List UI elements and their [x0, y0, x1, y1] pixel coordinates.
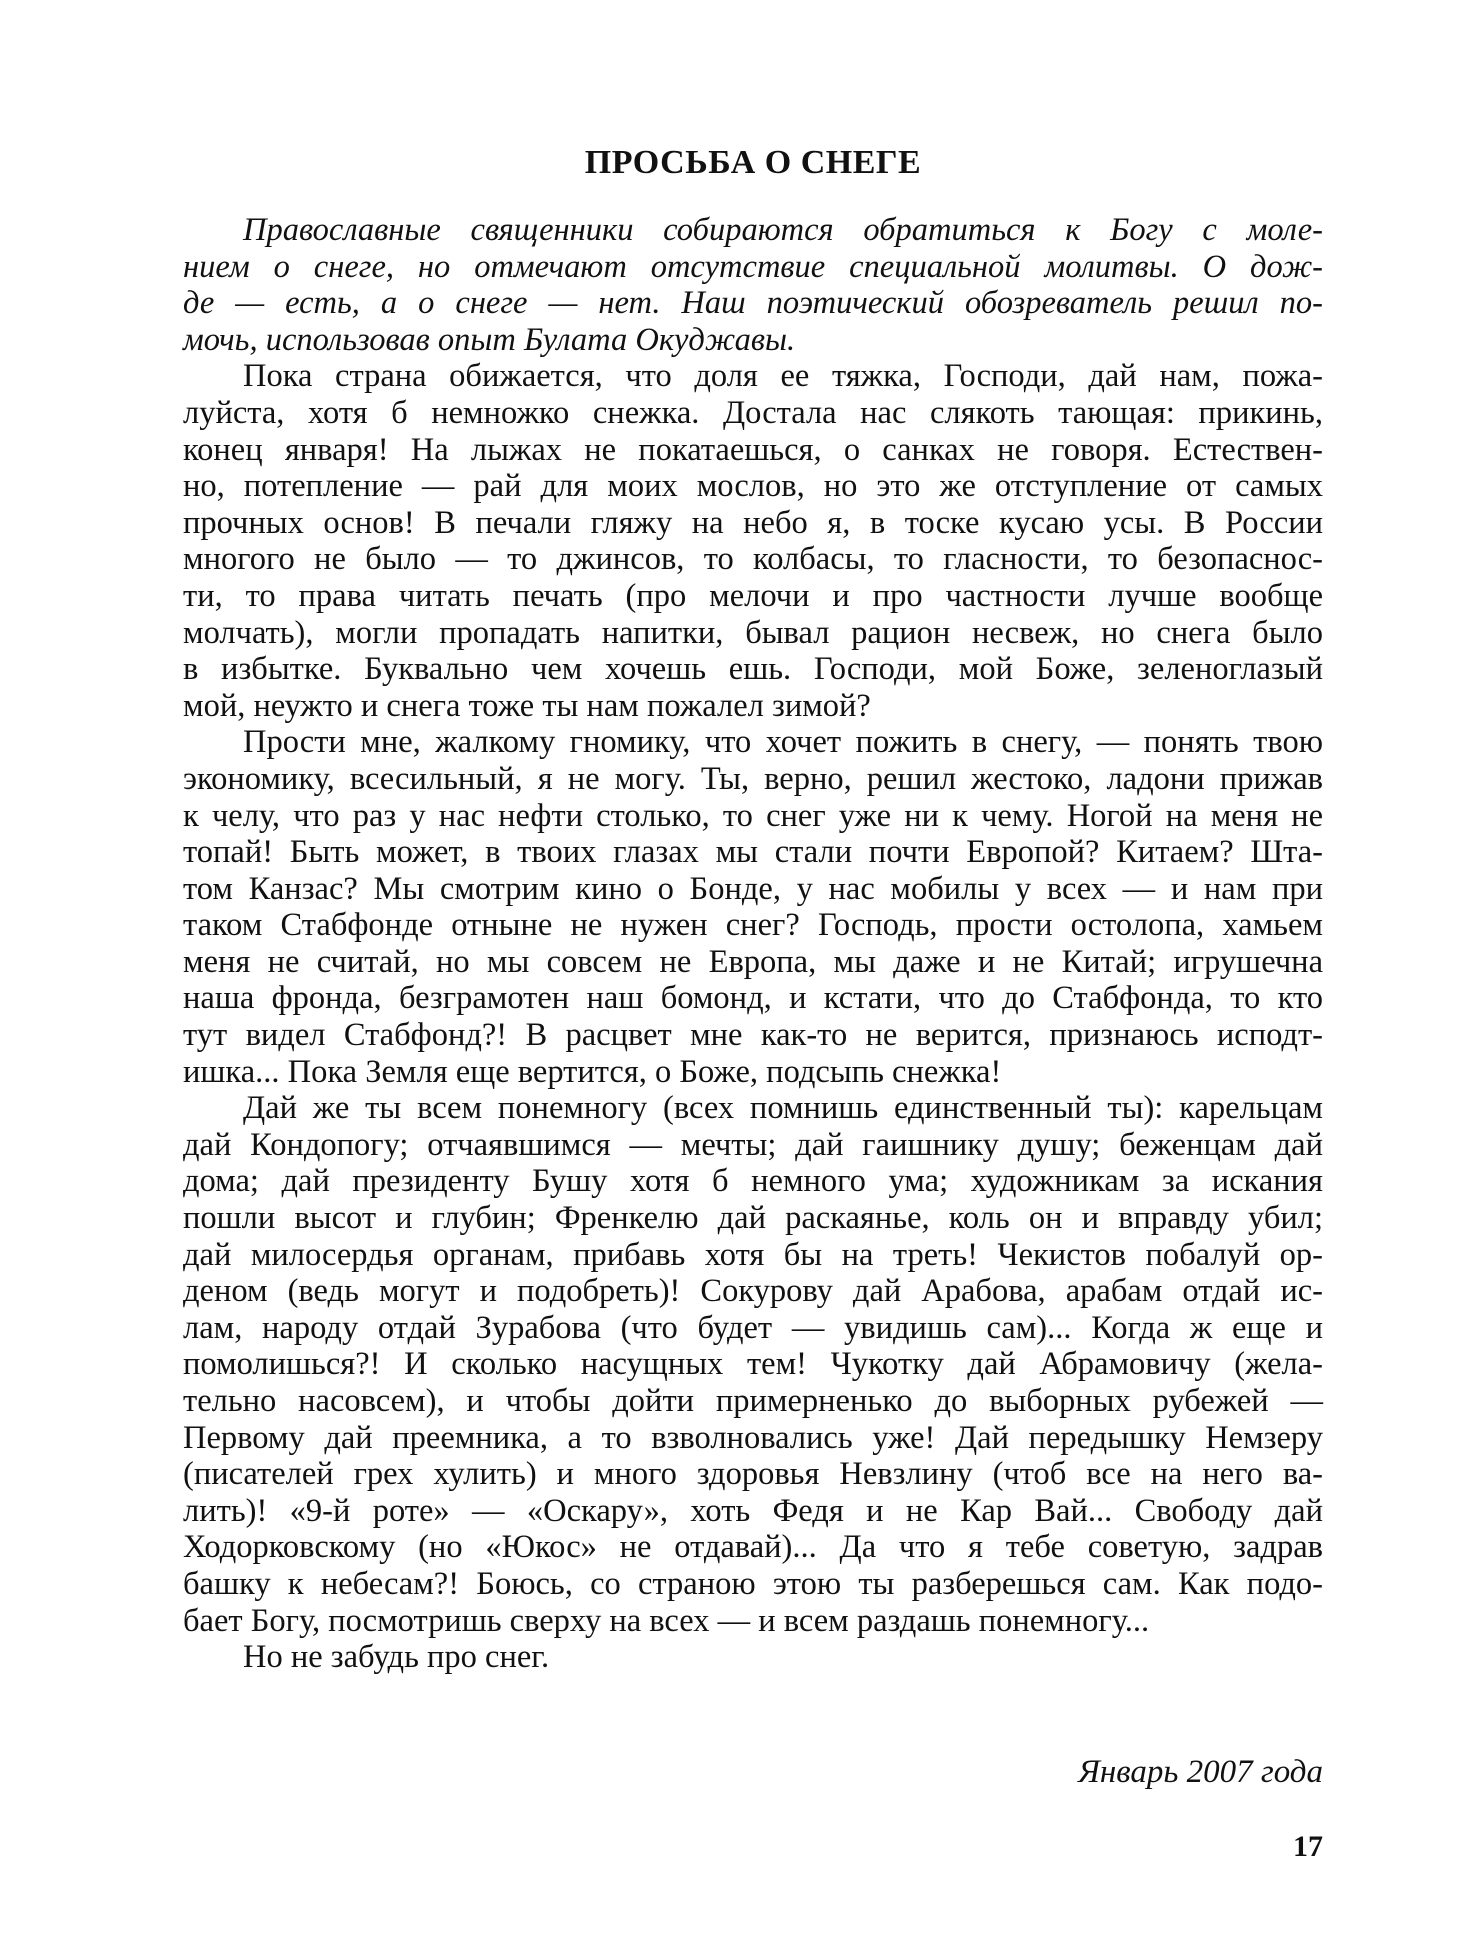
text-line: пошли высот и глубин; Френкелю дай раскаянье, коль он и вправду убил; [183, 1200, 1323, 1237]
text-line: Ходорковскому (но «Юкос» не отдавай)... Да что я тебе советую, задрав [183, 1529, 1323, 1566]
text-line: (писателей грех хулить) и много здоровья Невзлину (чтоб все на него ва- [183, 1456, 1323, 1493]
text-line: наша фронда, безграмотен наш бомонд, и кстати, что до Стабфонда, то кто [183, 980, 1323, 1017]
text-line: Но не забудь про снег. [243, 1639, 550, 1676]
text-line: тельно насовсем), и чтобы дойти примерненько до выборных рубежей — [183, 1383, 1323, 1419]
text-line: топай! Быть может, в твоих глазах мы стали почти Европой? Китаем? Шта- [183, 834, 1323, 871]
text-line: но, потепление — рай для моих мослов, но это же отступление от самых [183, 468, 1323, 505]
text-line: Прости мне, жалкому гномику, что хочет пожить в снегу, — понять твою [243, 724, 1323, 761]
paragraph-2 [183, 724, 1323, 1090]
text-line: прочных основ! В печали гляжу на небо я, в тоске кусаю усы. В России [183, 504, 1323, 541]
text-line: Православные священники собираются обратиться к Богу с моле- [243, 212, 1323, 248]
text-line: экономику, всесильный, я не могу. Ты, верно, решил жестоко, ладони прижав [183, 760, 1323, 797]
paragraph-1 [183, 358, 1323, 724]
paragraph-3 [183, 1090, 1323, 1639]
text-line: в избытке. Буквально чем хочешь ешь. Господи, мой Боже, зеленоглазый [183, 651, 1323, 688]
text-line: помолишься?! И сколько насущных тем! Чукотку дай Абрамовичу (жела- [183, 1346, 1323, 1383]
text-line: лам, народу отдай Зурабова (что будет — увидишь сам)... Когда ж еще и [183, 1309, 1323, 1346]
text-line: меня не считай, но мы совсем не Европа, мы даже и не Китай; игрушечна [183, 943, 1323, 980]
text-line: деном (ведь могут и подобреть)! Сокурову дай Арабова, арабам отдай ис- [183, 1273, 1323, 1310]
intro-paragraph [183, 212, 1323, 358]
text-line: том Канзас? Мы смотрим кино о Бонде, у нас мобилы у всех — и нам при [183, 870, 1323, 907]
text-line: ти, то права читать печать (про мелочи и про частности лучше вообще [183, 577, 1323, 614]
text-line: дай Кондопогу; отчаявшимся — мечты; дай гаишнику душу; беженцам дай [183, 1126, 1323, 1163]
text-line: де — есть, а о снеге — нет. Наш поэтический обозреватель решил по- [183, 285, 1323, 322]
text-line: Первому дай преемника, а то взволновались уже! Дай передышку Немзеру [183, 1419, 1323, 1456]
text-line: нием о снеге, но отмечают отсутствие специальной молитвы. О дож- [183, 248, 1323, 285]
text-line: дома; дай президенту Бушу хотя б немного ума; художникам за искания [183, 1163, 1323, 1200]
text-line: Дай же ты всем понемногу (всех помнишь единственный ты): карельцам [243, 1090, 1323, 1127]
text-line: мочь, использовав опыт Булата Окуджавы. [183, 321, 796, 358]
document-page [183, 0, 1323, 1940]
text-line: молчать), могли пропадать напитки, бывал рацион несвеж, но снега было [183, 614, 1323, 651]
date-signature: Январь 2007 года [1078, 1754, 1323, 1790]
text-line: башку к небесам?! Боюсь, со страною этою ты разберешься сам. Как подо- [183, 1565, 1323, 1602]
article-body [183, 212, 1323, 1676]
text-line: к челу, что раз у нас нефти столько, то снег уже ни к чему. Ногой на меня не [183, 797, 1323, 834]
text-line: дай милосердья органам, прибавь хотя бы на треть! Чекистов побалуй ор- [183, 1236, 1323, 1273]
text-line: ишка... Пока Земля еще вертится, о Боже, подсыпь снежка! [183, 1053, 1002, 1090]
text-line: мой, неужто и снега тоже ты нам пожалел зимой? [183, 687, 871, 724]
text-line: многого не было — то джинсов, то колбасы, то гласности, то безопаснос- [183, 541, 1323, 578]
text-line: таком Стабфонде отныне не нужен снег? Господь, прости остолопа, хамьем [183, 907, 1323, 944]
text-line: конец января! На лыжах не покатаешься, о санках не говоря. Естествен- [183, 431, 1323, 468]
page-number: 17 [1293, 1830, 1323, 1863]
text-line: лить)! «9-й роте» — «Оскару», хоть Федя и не Кар Вай... Свободу дай [183, 1492, 1323, 1529]
text-line: тут видел Стабфонд?! В расцвет мне как-то не верится, признаюсь исподт- [183, 1017, 1323, 1054]
text-line: луйста, хотя б немножко снежка. Достала нас слякоть тающая: прикинь, [183, 394, 1323, 431]
text-line: бает Богу, посмотришь сверху на всех — и всем раздашь понемногу... [183, 1602, 1150, 1639]
paragraph-4 [183, 1639, 1323, 1676]
text-line: Пока страна обижается, что доля ее тяжка, Господи, дай нам, пожа- [243, 358, 1323, 395]
page-title: ПРОСЬБА О СНЕГЕ [584, 144, 922, 181]
